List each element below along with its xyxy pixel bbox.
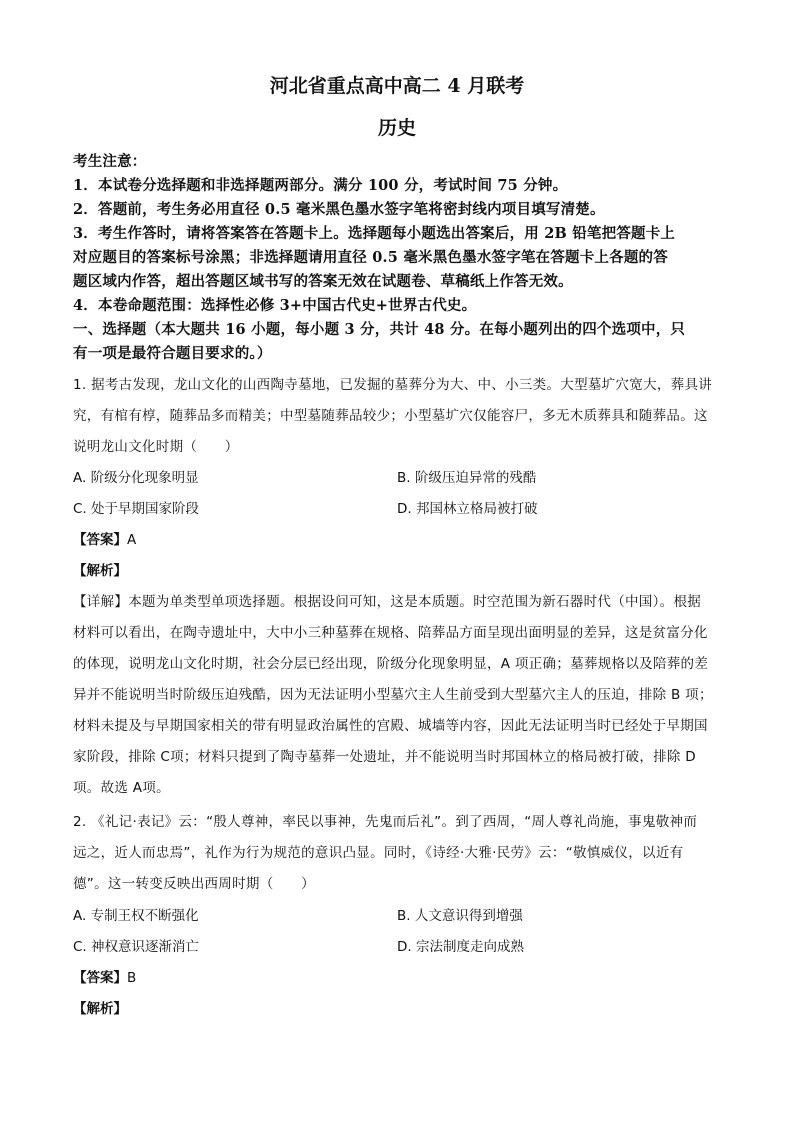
notice-item: 题区域内作答，超出答题区域书写的答案无效在试题卷、草稿纸上作答无效。 <box>73 273 573 290</box>
exam-title: 河北省重点高中高二 4 月联考 <box>269 75 525 97</box>
q1-detail: 【详解】本题为单类型单项选择题。根据设问可知，这是本质题。时空范围为新石器时代（中国）。根据 <box>73 594 702 610</box>
q1-stem: 1. 据考古发现，龙山文化的山西陶寺墓地，已发掘的墓葬分为大、中、小三类。大型墓圹穴宽大，葬具讲 <box>73 377 713 393</box>
q2-analysis-label: 【解析】 <box>73 1001 127 1017</box>
q1-detail: 的体现，说明龙山文化时期，社会分层已经出现，阶级分化现象明显，A 项正确；墓葬规格以及陪葬的差 <box>73 656 709 672</box>
q2-option-d: D. 宗法制度走向成熟 <box>397 939 524 955</box>
q1-option-c: C. 处于早期国家阶段 <box>73 501 200 517</box>
answer-label: 【答案】 <box>73 970 127 986</box>
q1-detail: 家阶段，排除 C项；材料只提到了陶寺墓葬一处遗址，并不能说明当时邦国林立的格局被打破，排除 D <box>73 749 697 765</box>
notice-item: 3．考生作答时，请将答案答在答题卡上。选择题每小题选出答案后，用 2B 铅笔把答题卡上 <box>73 225 676 242</box>
q2-stem: 远之，近人而忠焉”，礼作为行为规范的意识凸显。同时，《诗经·大雅·民劳》云：“敬慎威仪，以近有 <box>73 845 684 861</box>
notice-item: 1．本试卷分选择题和非选择题两部分。满分 100 分，考试时间 75 分钟。 <box>73 177 568 194</box>
answer-value: A <box>127 532 137 548</box>
q2-stem: 2. 《礼记·表记》云：“殷人尊神，率民以事神，先鬼而后礼”。到了西周，“周人尊礼尚施，事鬼敬神而 <box>73 814 698 830</box>
answer-label: 【答案】 <box>73 532 127 548</box>
q1-stem: 说明龙山文化时期（ ） <box>73 439 239 455</box>
q1-option-d: D. 邦国林立格局被打破 <box>397 501 538 517</box>
q1-detail: 项。故选 A项。 <box>73 780 170 796</box>
q1-analysis-label: 【解析】 <box>73 563 127 579</box>
answer-value: B <box>127 970 137 986</box>
q2-answer <box>73 966 136 986</box>
q1-option-a: A. 阶级分化现象明显 <box>73 470 199 486</box>
q1-detail: 材料可以看出，在陶寺遗址中，大中小三种墓葬在规格、陪葬品方面呈现出面明显的差异，这是贫富分化 <box>73 625 708 641</box>
subject-title: 历史 <box>377 117 416 139</box>
q2-option-b: B. 人文意识得到增强 <box>397 908 523 924</box>
section-heading-cont: 有一项是最符合题目要求的。） <box>73 345 272 362</box>
q1-option-b: B. 阶级压迫异常的残酷 <box>397 470 537 486</box>
q1-detail: 异并不能说明当时阶级压迫残酷，因为无法证明小型墓穴主人生前受到大型墓穴主人的压迫，排除 B 项； <box>73 687 713 703</box>
notice-item: 4．本卷命题范围：选择性必修 3+中国古代史+世界古代史。 <box>73 297 477 314</box>
q1-answer <box>73 528 136 548</box>
notice-item: 2．答题前，考生务必用直径 0.5 毫米黑色墨水签字笔将密封线内项目填写清楚。 <box>73 201 605 218</box>
q2-option-a: A. 专制王权不断强化 <box>73 908 199 924</box>
notice-item: 对应题目的答案标号涂黑；非选择题请用直径 0.5 毫米黑色墨水签字笔在答题卡上各题的答 <box>73 249 668 266</box>
q2-option-c: C. 神权意识逐渐消亡 <box>73 939 200 955</box>
notice-heading: 考生注意： <box>73 153 147 170</box>
section-heading: 一、选择题（本大题共 16 小题，每小题 3 分，共计 48 分。在每小题列出的四个选项中，只 <box>73 321 686 338</box>
q1-stem: 究，有棺有椁，随葬品多而精美；中型墓随葬品较少；小型墓圹穴仅能容尸，多无木质葬具和随葬品。这 <box>73 408 708 424</box>
q1-detail: 材料未提及与早期国家相关的带有明显政治属性的宫殿、城墙等内容，因此无法证明当时已经处于早期国 <box>73 718 708 734</box>
q2-stem: 德”。这一转变反映出西周时期（ ） <box>73 876 315 892</box>
